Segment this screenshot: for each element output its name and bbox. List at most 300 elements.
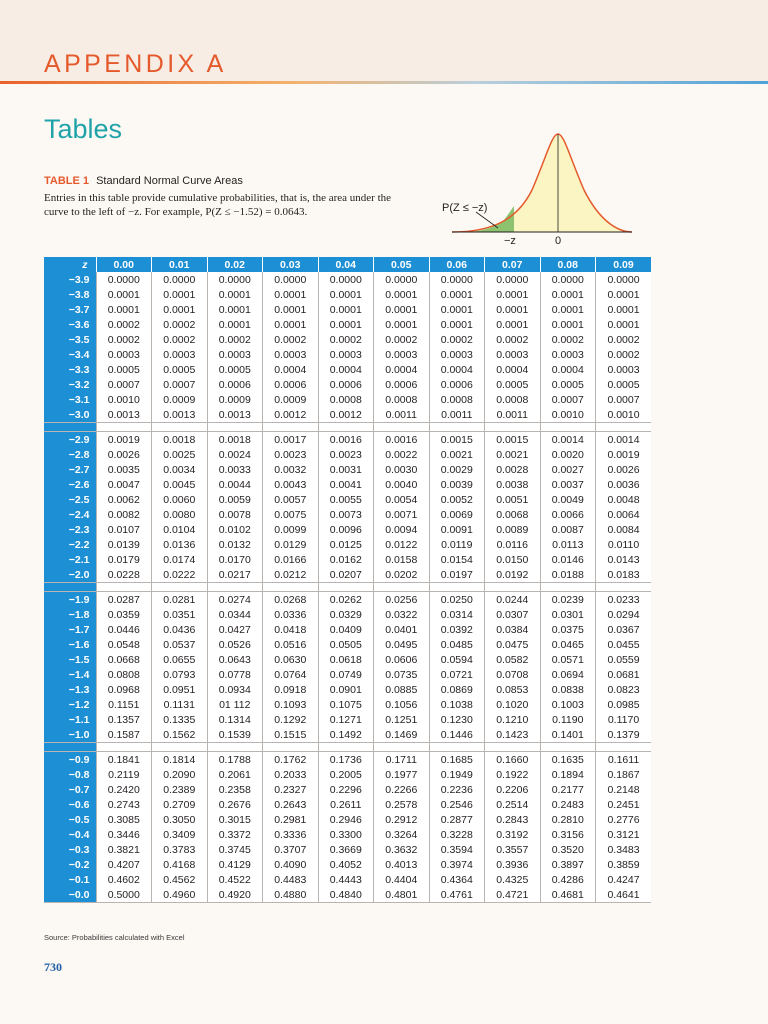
probability-cell: 0.0013	[152, 407, 208, 423]
probability-cell: 0.0001	[485, 287, 541, 302]
probability-cell: 0.3050	[152, 812, 208, 827]
probability-cell: 0.0064	[596, 507, 652, 522]
probability-cell: 0.0721	[429, 667, 485, 682]
z-value-cell: −1.5	[44, 652, 96, 667]
probability-cell: 0.0015	[429, 432, 485, 448]
probability-cell: 0.0007	[596, 392, 652, 407]
probability-cell: 0.0006	[429, 377, 485, 392]
probability-cell: 0.2776	[596, 812, 652, 827]
z-value-cell: −3.9	[44, 272, 96, 287]
probability-cell: 0.0233	[596, 592, 652, 608]
normal-table	[44, 257, 651, 903]
column-header: 0.04	[318, 257, 374, 272]
probability-cell: 0.0003	[429, 347, 485, 362]
probability-cell: 0.0764	[263, 667, 319, 682]
probability-cell: 0.2177	[540, 782, 596, 797]
probability-cell: 0.0228	[96, 567, 152, 583]
probability-cell: 0.1038	[429, 697, 485, 712]
z-value-cell: −2.7	[44, 462, 96, 477]
probability-cell: 0.0885	[374, 682, 430, 697]
table-row	[44, 712, 651, 727]
probability-cell: 0.0016	[374, 432, 430, 448]
probability-cell: 0.3483	[596, 842, 652, 857]
probability-cell: 0.5000	[96, 887, 152, 903]
probability-cell: 0.3669	[318, 842, 374, 857]
probability-cell: 0.0392	[429, 622, 485, 637]
probability-cell: 0.1210	[485, 712, 541, 727]
probability-cell: 0.2119	[96, 767, 152, 782]
z-value-cell: −3.2	[44, 377, 96, 392]
probability-cell: 0.3936	[485, 857, 541, 872]
probability-cell: 0.4286	[540, 872, 596, 887]
probability-cell: 0.0066	[540, 507, 596, 522]
probability-cell: 0.1711	[374, 752, 430, 768]
probability-cell: 0.0003	[152, 347, 208, 362]
table-row	[44, 887, 651, 903]
probability-cell: 0.0401	[374, 622, 430, 637]
probability-cell: 0.0005	[207, 362, 263, 377]
probability-cell: 0.0000	[596, 272, 652, 287]
probability-cell: 0.0281	[152, 592, 208, 608]
probability-cell: 0.3228	[429, 827, 485, 842]
probability-cell: 0.2420	[96, 782, 152, 797]
probability-cell: 0.1056	[374, 697, 430, 712]
probability-cell: 0.0001	[96, 287, 152, 302]
probability-cell: 0.0008	[318, 392, 374, 407]
table-row	[44, 727, 651, 743]
z-value-cell: −0.2	[44, 857, 96, 872]
probability-cell: 0.0505	[318, 637, 374, 652]
z-value-cell: −0.9	[44, 752, 96, 768]
probability-cell: 0.0179	[96, 552, 152, 567]
probability-cell: 0.0043	[263, 477, 319, 492]
table-row	[44, 592, 651, 608]
table-row	[44, 477, 651, 492]
probability-cell: 0.4129	[207, 857, 263, 872]
probability-cell: 0.0015	[485, 432, 541, 448]
probability-cell: 0.0262	[318, 592, 374, 608]
probability-cell: 0.2843	[485, 812, 541, 827]
z-value-cell: −0.1	[44, 872, 96, 887]
page-number: 730	[44, 960, 62, 974]
z-value-cell: −2.6	[44, 477, 96, 492]
probability-cell: 0.0034	[152, 462, 208, 477]
probability-cell: 0.3632	[374, 842, 430, 857]
probability-cell: 0.0001	[207, 302, 263, 317]
column-header: 0.08	[540, 257, 596, 272]
probability-cell: 0.1685	[429, 752, 485, 768]
probability-cell: 0.2643	[263, 797, 319, 812]
probability-cell: 0.0681	[596, 667, 652, 682]
probability-cell: 0.0091	[429, 522, 485, 537]
probability-cell: 0.0059	[207, 492, 263, 507]
probability-cell: 0.4840	[318, 887, 374, 903]
probability-cell: 0.0136	[152, 537, 208, 552]
probability-cell: 0.0008	[374, 392, 430, 407]
probability-cell: 0.0359	[96, 607, 152, 622]
probability-cell: 0.0060	[152, 492, 208, 507]
probability-cell: 0.0003	[207, 347, 263, 362]
probability-cell: 0.2912	[374, 812, 430, 827]
probability-cell: 0.0307	[485, 607, 541, 622]
probability-cell: 0.0004	[485, 362, 541, 377]
table-row	[44, 797, 651, 812]
z-value-cell: −1.0	[44, 727, 96, 743]
probability-cell: 0.0028	[485, 462, 541, 477]
probability-cell: 0.0150	[485, 552, 541, 567]
probability-cell: 0.0146	[540, 552, 596, 567]
probability-cell: 0.0002	[540, 332, 596, 347]
probability-cell: 0.0001	[318, 317, 374, 332]
probability-cell: 0.0256	[374, 592, 430, 608]
probability-cell: 0.0132	[207, 537, 263, 552]
page-title: Tables	[44, 114, 123, 144]
probability-cell: 0.0006	[263, 377, 319, 392]
probability-cell: 0.0039	[429, 477, 485, 492]
probability-cell: 0.0001	[263, 302, 319, 317]
probability-cell: 0.3300	[318, 827, 374, 842]
probability-cell: 0.0003	[263, 347, 319, 362]
probability-cell: 0.4443	[318, 872, 374, 887]
probability-cell: 0.0001	[540, 317, 596, 332]
probability-cell: 0.1867	[596, 767, 652, 782]
probability-cell: 0.0239	[540, 592, 596, 608]
table-row	[44, 317, 651, 332]
probability-cell: 0.0314	[429, 607, 485, 622]
table-row	[44, 492, 651, 507]
table-row	[44, 507, 651, 522]
probability-cell: 0.2676	[207, 797, 263, 812]
probability-cell: 0.1949	[429, 767, 485, 782]
probability-cell: 0.0351	[152, 607, 208, 622]
probability-cell: 0.3409	[152, 827, 208, 842]
probability-cell: 0.1446	[429, 727, 485, 743]
probability-cell: 0.0000	[263, 272, 319, 287]
probability-cell: 0.2296	[318, 782, 374, 797]
probability-cell: 0.0329	[318, 607, 374, 622]
probability-cell: 0.0582	[485, 652, 541, 667]
table-row	[44, 637, 651, 652]
probability-cell: 0.4522	[207, 872, 263, 887]
probability-cell: 0.0516	[263, 637, 319, 652]
probability-cell: 0.0001	[596, 287, 652, 302]
probability-cell: 0.0274	[207, 592, 263, 608]
table-row	[44, 827, 651, 842]
probability-cell: 0.0004	[374, 362, 430, 377]
probability-cell: 0.0001	[596, 317, 652, 332]
probability-cell: 0.0197	[429, 567, 485, 583]
probability-cell: 0.0655	[152, 652, 208, 667]
probability-cell: 0.0001	[429, 317, 485, 332]
probability-cell: 0.0019	[96, 432, 152, 448]
probability-cell: 0.0013	[207, 407, 263, 423]
probability-cell: 0.0038	[485, 477, 541, 492]
probability-cell: 0.0089	[485, 522, 541, 537]
probability-cell: 0.0170	[207, 552, 263, 567]
probability-cell: 0.2578	[374, 797, 430, 812]
probability-cell: 0.0018	[152, 432, 208, 448]
probability-cell: 0.0001	[485, 317, 541, 332]
probability-cell: 0.0002	[596, 347, 652, 362]
column-header: 0.02	[207, 257, 263, 272]
probability-cell: 0.0409	[318, 622, 374, 637]
probability-cell: 0.0001	[152, 287, 208, 302]
probability-cell: 0.2389	[152, 782, 208, 797]
probability-cell: 0.1093	[263, 697, 319, 712]
probability-cell: 0.0018	[207, 432, 263, 448]
probability-cell: 0.1357	[96, 712, 152, 727]
probability-cell: 0.0006	[207, 377, 263, 392]
table-row	[44, 607, 651, 622]
probability-cell: 0.0011	[374, 407, 430, 423]
z-value-cell: −1.8	[44, 607, 96, 622]
table-row	[44, 652, 651, 667]
table-row	[44, 447, 651, 462]
probability-cell: 0.0001	[540, 287, 596, 302]
probability-cell: 0.0001	[485, 302, 541, 317]
probability-cell: 0.0036	[596, 477, 652, 492]
table-row	[44, 697, 651, 712]
probability-cell: 0.4483	[263, 872, 319, 887]
probability-cell: 0.0838	[540, 682, 596, 697]
probability-cell: 0.0968	[96, 682, 152, 697]
probability-cell: 0.0571	[540, 652, 596, 667]
probability-cell: 0.0336	[263, 607, 319, 622]
probability-cell: 0.1314	[207, 712, 263, 727]
prob-label: P(Z ≤ −z)	[442, 202, 488, 214]
probability-cell: 0.0537	[152, 637, 208, 652]
probability-cell: 0.3520	[540, 842, 596, 857]
probability-cell: 0.0029	[429, 462, 485, 477]
probability-cell: 0.0002	[96, 317, 152, 332]
probability-cell: 0.0174	[152, 552, 208, 567]
probability-cell: 0.3821	[96, 842, 152, 857]
probability-cell: 0.0427	[207, 622, 263, 637]
z-value-cell: −1.3	[44, 682, 96, 697]
probability-cell: 0.0495	[374, 637, 430, 652]
table-label: TABLE 1	[44, 175, 90, 187]
z-value-cell: −3.0	[44, 407, 96, 423]
probability-cell: 0.0436	[152, 622, 208, 637]
probability-cell: 0.1170	[596, 712, 652, 727]
z-value-cell: −3.6	[44, 317, 96, 332]
probability-cell: 0.0052	[429, 492, 485, 507]
probability-cell: 0.2810	[540, 812, 596, 827]
probability-cell: 0.0694	[540, 667, 596, 682]
probability-cell: 0.0001	[540, 302, 596, 317]
probability-cell: 0.0009	[152, 392, 208, 407]
z-value-cell: −2.2	[44, 537, 96, 552]
probability-cell: 0.0001	[207, 317, 263, 332]
probability-cell: 0.0004	[263, 362, 319, 377]
probability-cell: 0.0154	[429, 552, 485, 567]
probability-cell: 0.0212	[263, 567, 319, 583]
z-value-cell: −0.8	[44, 767, 96, 782]
probability-cell: 0.0668	[96, 652, 152, 667]
probability-cell: 0.0119	[429, 537, 485, 552]
column-header: 0.00	[96, 257, 152, 272]
probability-cell: 0.2451	[596, 797, 652, 812]
probability-cell: 0.0002	[152, 332, 208, 347]
probability-cell: 0.0037	[540, 477, 596, 492]
probability-cell: 0.0778	[207, 667, 263, 682]
probability-cell: 0.4761	[429, 887, 485, 903]
probability-cell: 0.0057	[263, 492, 319, 507]
table-row	[44, 392, 651, 407]
probability-cell: 0.0007	[152, 377, 208, 392]
probability-cell: 0.0166	[263, 552, 319, 567]
probability-cell: 0.0023	[263, 447, 319, 462]
probability-cell: 0.0005	[152, 362, 208, 377]
z-value-cell: −1.6	[44, 637, 96, 652]
zero-label: 0	[555, 235, 562, 247]
column-header: 0.09	[596, 257, 652, 272]
probability-cell: 0.0002	[263, 332, 319, 347]
probability-cell: 0.2061	[207, 767, 263, 782]
probability-cell: 0.3015	[207, 812, 263, 827]
table-row	[44, 347, 651, 362]
probability-cell: 0.0005	[540, 377, 596, 392]
probability-cell: 0.2514	[485, 797, 541, 812]
z-value-cell: −1.2	[44, 697, 96, 712]
probability-cell: 0.0002	[152, 317, 208, 332]
probability-cell: 0.0708	[485, 667, 541, 682]
z-value-cell: −0.5	[44, 812, 96, 827]
probability-cell: 0.1003	[540, 697, 596, 712]
probability-cell: 0.0183	[596, 567, 652, 583]
probability-cell: 0.3372	[207, 827, 263, 842]
probability-cell: 0.0025	[152, 447, 208, 462]
probability-cell: 0.0002	[207, 332, 263, 347]
probability-cell: 0.0618	[318, 652, 374, 667]
probability-cell: 0.0013	[96, 407, 152, 423]
probability-cell: 0.0001	[96, 302, 152, 317]
z-value-cell: −0.0	[44, 887, 96, 903]
probability-cell: 0.3121	[596, 827, 652, 842]
probability-cell: 0.4052	[318, 857, 374, 872]
probability-cell: 0.0158	[374, 552, 430, 567]
probability-cell: 0.0869	[429, 682, 485, 697]
probability-cell: 0.3192	[485, 827, 541, 842]
probability-cell: 0.0030	[374, 462, 430, 477]
probability-cell: 0.0020	[540, 447, 596, 462]
z-value-cell: −0.3	[44, 842, 96, 857]
probability-cell: 0.0110	[596, 537, 652, 552]
probability-cell: 0.1230	[429, 712, 485, 727]
z-value-cell: −3.1	[44, 392, 96, 407]
probability-cell: 0.0985	[596, 697, 652, 712]
probability-cell: 0.0094	[374, 522, 430, 537]
z-value-cell: −2.1	[44, 552, 96, 567]
probability-cell: 0.0287	[96, 592, 152, 608]
probability-cell: 0.0102	[207, 522, 263, 537]
z-value-cell: −2.5	[44, 492, 96, 507]
probability-cell: 0.3264	[374, 827, 430, 842]
table-row	[44, 272, 651, 287]
probability-cell: 0.0001	[263, 317, 319, 332]
probability-cell: 0.0010	[96, 392, 152, 407]
probability-cell: 0.0012	[318, 407, 374, 423]
probability-cell: 0.0003	[540, 347, 596, 362]
probability-cell: 0.0003	[374, 347, 430, 362]
probability-cell: 0.1736	[318, 752, 374, 768]
probability-cell: 0.0559	[596, 652, 652, 667]
probability-cell: 0.2611	[318, 797, 374, 812]
probability-cell: 0.0032	[263, 462, 319, 477]
probability-cell: 0.4207	[96, 857, 152, 872]
probability-cell: 0.0003	[96, 347, 152, 362]
probability-cell: 0.1894	[540, 767, 596, 782]
probability-cell: 0.1635	[540, 752, 596, 768]
table-row	[44, 537, 651, 552]
probability-cell: 0.2483	[540, 797, 596, 812]
pointer-line	[476, 212, 498, 228]
probability-cell: 0.0035	[96, 462, 152, 477]
table-row	[44, 377, 651, 392]
probability-cell: 0.4090	[263, 857, 319, 872]
table-row	[44, 857, 651, 872]
probability-cell: 0.0082	[96, 507, 152, 522]
table-row	[44, 552, 651, 567]
probability-cell: 0.0021	[485, 447, 541, 462]
probability-cell: 0.3745	[207, 842, 263, 857]
header-rule	[0, 81, 768, 84]
appendix-heading: APPENDIX A	[44, 50, 227, 78]
probability-cell: 0.0294	[596, 607, 652, 622]
probability-cell: 0.1922	[485, 767, 541, 782]
probability-cell: 0.3085	[96, 812, 152, 827]
column-header: 0.01	[152, 257, 208, 272]
probability-cell: 0.0084	[596, 522, 652, 537]
probability-cell: 0.2946	[318, 812, 374, 827]
probability-cell: 0.4880	[263, 887, 319, 903]
z-value-cell: −2.3	[44, 522, 96, 537]
probability-cell: 0.4168	[152, 857, 208, 872]
z-value-cell: −3.4	[44, 347, 96, 362]
probability-cell: 0.0000	[318, 272, 374, 287]
probability-cell: 0.2709	[152, 797, 208, 812]
probability-cell: 0.4364	[429, 872, 485, 887]
probability-cell: 0.0122	[374, 537, 430, 552]
probability-cell: 0.4247	[596, 872, 652, 887]
probability-cell: 0.0222	[152, 567, 208, 583]
z-value-cell: −1.9	[44, 592, 96, 608]
probability-cell: 0.0051	[485, 492, 541, 507]
probability-cell: 0.0031	[318, 462, 374, 477]
probability-cell: 0.4404	[374, 872, 430, 887]
z-value-cell: −3.5	[44, 332, 96, 347]
probability-cell: 0.0934	[207, 682, 263, 697]
probability-cell: 0.0000	[429, 272, 485, 287]
probability-cell: 0.0007	[540, 392, 596, 407]
table-row	[44, 752, 651, 768]
probability-cell: 0.2546	[429, 797, 485, 812]
probability-cell: 0.1762	[263, 752, 319, 768]
probability-cell: 0.1020	[485, 697, 541, 712]
probability-cell: 0.2266	[374, 782, 430, 797]
probability-cell: 0.0004	[318, 362, 374, 377]
probability-cell: 0.4801	[374, 887, 430, 903]
probability-cell: 0.0202	[374, 567, 430, 583]
probability-cell: 0.0000	[207, 272, 263, 287]
source-note: Source: Probabilities calculated with Excel	[44, 933, 185, 942]
probability-cell: 0.0099	[263, 522, 319, 537]
z-value-cell: −1.4	[44, 667, 96, 682]
probability-cell: 0.0014	[596, 432, 652, 448]
probability-cell: 0.0012	[263, 407, 319, 423]
probability-cell: 0.0250	[429, 592, 485, 608]
probability-cell: 0.0019	[596, 447, 652, 462]
